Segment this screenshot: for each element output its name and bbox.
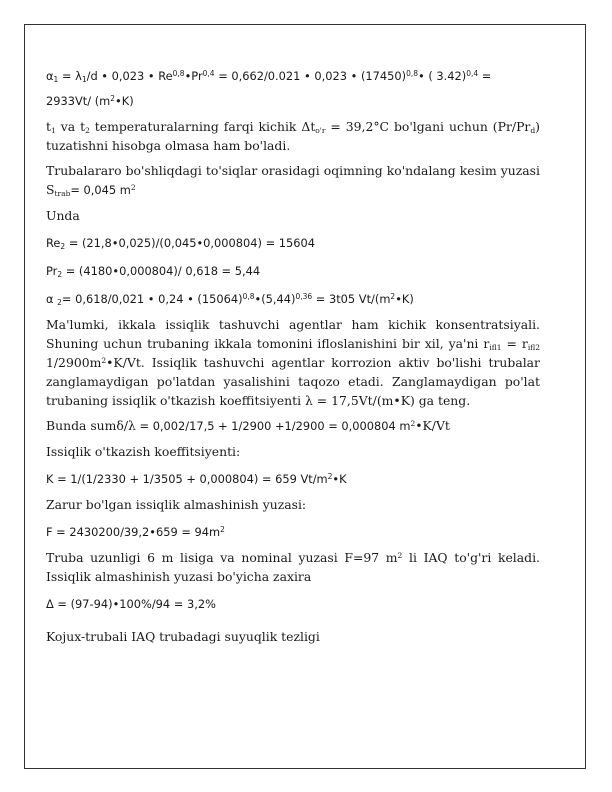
heading-liquid-velocity: Kojux-trubali IAQ trubadagi suyuqlik tezligi: [46, 629, 320, 644]
formula-re2: $Re_2$ = (21,8•0,025)/(0,045•0,000804) = 15604: [46, 236, 315, 251]
formula-f: F = 2430200/39,2•659 = $94m^2$: [46, 525, 225, 539]
paragraph-tube-selection: Truba uzunligi 6 m lisiga va nominal yuzasi F=97 $m^2$ li IAQ to'g'ri keladi. Issiqlik almashinish yuzasi bo'yicha zaxira: [46, 550, 540, 584]
heading-heat-transfer-coefficient: Issiqlik o'tkazish koeffitsiyenti:: [46, 444, 241, 459]
label-unda: Unda: [46, 208, 80, 223]
paragraph-contamination: Ma'lumki, ikkala issiqlik tashuvchi agentlar ham kichik konsentratsiyali. Shuning uchun trubaning ikkala tomonini ifloslanishini bir xil, ya'ni $r_{ifl1} = r_{ifl2}$ $1/2900m^2•K/Vt$. Issiqlik tashuvchi agentlar korrozion aktiv bo'lishi trubalar zanglamaydigan po'latdan yasalishini taqozo etadi. Zanglamaydigan po'lat trubaning issiqlik o'tkazish koeffitsiyenti λ = 17,5Vt/(m•K) ga teng.: [46, 317, 540, 408]
formula-alpha2: α $_2$= 0,618/0,021 • 0,24 • $(15064)^{0,8}•(5,44)^{0,36} = 3t05$ $Vt/(m^2•K)$: [46, 292, 414, 307]
formula-sum-resistance: Bunda sumδ/λ = 0,002/17,5 + 1/2900 +1/2900 = 0,000804 $m^2•K/Vt$: [46, 418, 450, 433]
result-alpha1: 2933Vt/ $(m^2•K)$: [46, 94, 134, 108]
document-body: [46, 67, 540, 646]
formula-delta: Δ = (97-94)•100%/94 = 3,2%: [46, 597, 216, 611]
formula-alpha1: $\alpha_1 = \lambda_1/d$ • 0,023 • Re$^{0,8}$•Pr$^{0,4}$ = 0,662/0.021 • 0,023 • $(17450)^{0,8}•$ ( 3.42)$^{0,4}$ =: [46, 69, 492, 84]
formula-k: K = 1/(1/2330 + 1/3505 + 0,000804) = 659 $Vt/m^2•K$: [46, 472, 347, 486]
paragraph-cross-section: Trubalararo bo'shliqdagi to'siqlar orasidagi oqimning ko'ndalang kesim yuzasi $S_{trab}= 0,045$ $m^2$: [46, 163, 540, 198]
paragraph-temperature: $t_1$ va $t_2$ temperaturalarning farqi kichik $\Delta t_{o'r} = 39,2^\circ C$ bo'lgani uchun $(Pr/Pr_d)$ tuzatishni hisobga olmasa ham bo'ladi.: [46, 119, 540, 153]
formula-pr2: $Pr_2$ = (4180•0,000804)/ 0,618 = 5,44: [46, 264, 261, 279]
heading-required-area: Zarur bo'lgan issiqlik almashinish yuzasi:: [46, 497, 307, 512]
